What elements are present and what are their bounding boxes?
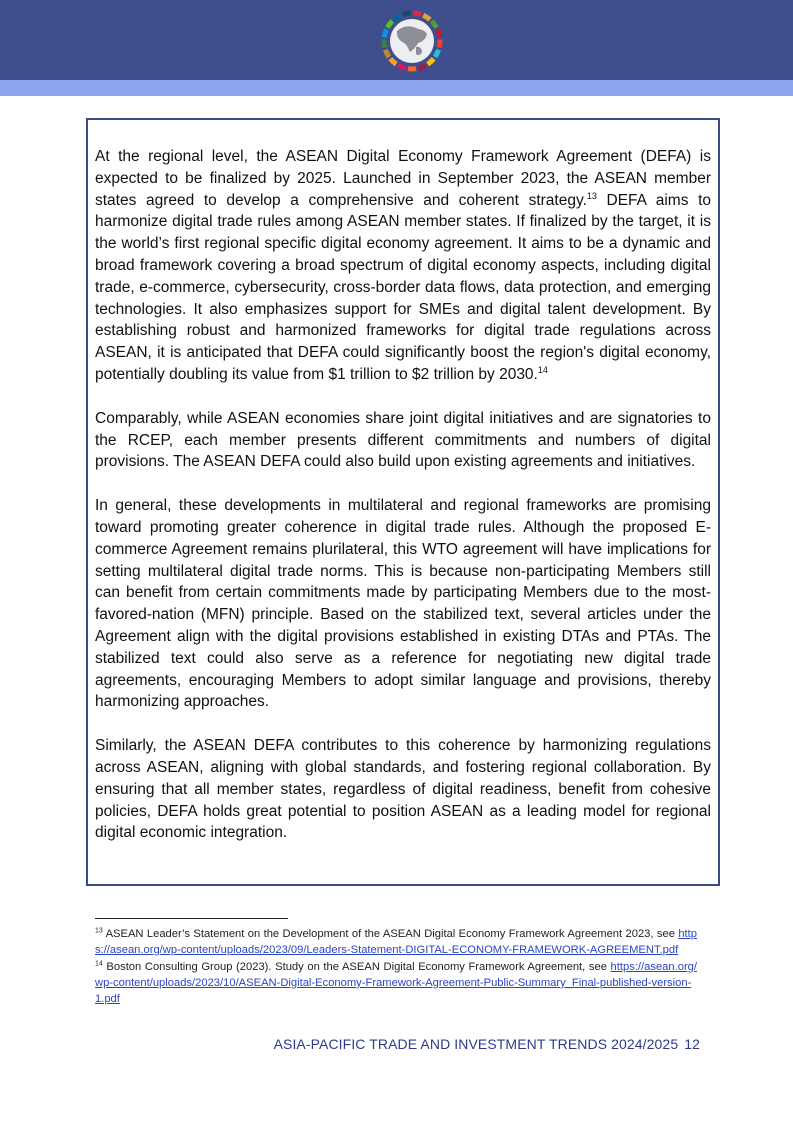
text-box: [86, 118, 720, 886]
sdg-ring-segment: [428, 59, 434, 64]
paragraph-text: In general, these developments in multilateral and regional frameworks are promising toward promoting greater coherence in digital trade rules. Although the proposed E-commerce Agreement remains plurilateral, this WTO agreement will have implications for setting multilateral digital trade norms. This is because non-participating Members still can benefit from certain commitments made by participating Members due to the most-favored-nation (MFN) principle. Based on the stabilized text, several articles under the Agreement align with the digital provisions established in existing DTAs and PTAs. The stabilized text could also serve as a reference for negotiating new digital trade agreements, encouraging Members to adopt similar language and provisions, thereby harmonizing approaches.: [95, 497, 711, 711]
body-paragraph: [95, 735, 711, 844]
sdg-ring-segment: [438, 30, 440, 38]
sdg-ring-segment: [435, 50, 439, 57]
page-number: 12: [684, 1036, 700, 1052]
footnote-ref: 14: [537, 364, 548, 375]
footnote-text: Boston Consulting Group (2023). Study on the ASEAN Digital Economy Framework Agreement, see: [102, 960, 611, 973]
header-stripe: [0, 80, 793, 96]
footer-title: ASIA-PACIFIC TRADE AND INVESTMENT TRENDS 2024/2025: [273, 1036, 679, 1052]
body-paragraph: [95, 408, 711, 473]
footnote-text: ASEAN Leader’s Statement on the Development of the ASEAN Digital Economy Framework Agreement 2023, see: [102, 928, 679, 940]
paragraph-text: DEFA aims to harmonize digital trade rules among ASEAN member states. If finalized by the target, it is the world’s first regional specific digital economy agreement. It aims to be a dynamic and broad framework covering a broad spectrum of digital economy aspects, including digital trade, e-commerce, cybersecurity, cross-border data flows, data protection, and emerging technologies. It also emphasizes support for SMEs and digital talent development. By establishing robust and harmonized frameworks for digital trade regulations across ASEAN, it is anticipated that DEFA could significantly boost the region's digital economy, potentially doubling its value from $1 trillion to $2 trillion by 2030.: [95, 191, 712, 383]
footnote: [95, 959, 697, 1008]
sdg-globe-logo-icon: [380, 9, 444, 73]
sdg-ring-segment: [384, 40, 385, 48]
sdg-ring-segment: [413, 13, 421, 14]
sdg-ring-segment: [439, 40, 440, 48]
sdg-ring-segment: [418, 65, 426, 68]
sdg-ring-segment: [403, 13, 411, 14]
footnote-link[interactable]: https://asean.org/wp-content/uploads/2023/10/ASEAN-Digital-Economy-Framework-Agreement-Public-Summary_Final-published-version-1.pdf: [95, 960, 697, 1006]
sdg-ring-segment: [398, 65, 406, 68]
footnote: [95, 926, 697, 959]
footnotes: [95, 926, 697, 1007]
paragraph-text: At the regional level, the ASEAN Digital Economy Framework Agreement (DEFA) is expected to be finalized by 2025. Launched in September 2023, the ASEAN member states agreed to develop a comprehensive and coherent strategy.: [95, 148, 711, 209]
sdg-ring-segment: [394, 15, 401, 19]
footnote-link[interactable]: https://asean.org/wp-content/uploads/2023/09/Leaders-Statement-DIGITAL-ECONOMY-FRAMEWORK-AGREEMENT.pdf: [95, 928, 697, 957]
footnote-divider: [95, 918, 288, 919]
paragraph-text: Comparably, while ASEAN economies share joint digital initiatives and are signatories to the RCEP, each member presents different commitments and numbers of digital provisions. The ASEAN DEFA could also build upon existing agreements and initiatives.: [95, 409, 711, 471]
sdg-ring-segment: [423, 15, 430, 19]
body-paragraph: [95, 495, 711, 713]
page-footer: [274, 1036, 700, 1052]
sdg-ring-segment: [384, 30, 386, 38]
sdg-ring-segment: [432, 21, 437, 27]
footnote-ref: 13: [586, 190, 597, 201]
sdg-ring-segment: [387, 21, 392, 27]
sdg-ring-segment: [385, 50, 389, 57]
sdg-ring-segment: [390, 59, 396, 64]
footnote-number: 14: [95, 959, 103, 967]
footnote-number: 13: [95, 927, 103, 935]
paragraph-text: Similarly, the ASEAN DEFA contributes to this coherence by harmonizing regulations across ASEAN, aligning with global standards, and fostering regional collaboration. By ensuring that all member states, regardless of digital readiness, benefit from cohesive policies, DEFA holds great potential to position ASEAN as a leading model for regional digital economic integration.: [95, 737, 711, 842]
body-paragraph: [95, 146, 711, 386]
